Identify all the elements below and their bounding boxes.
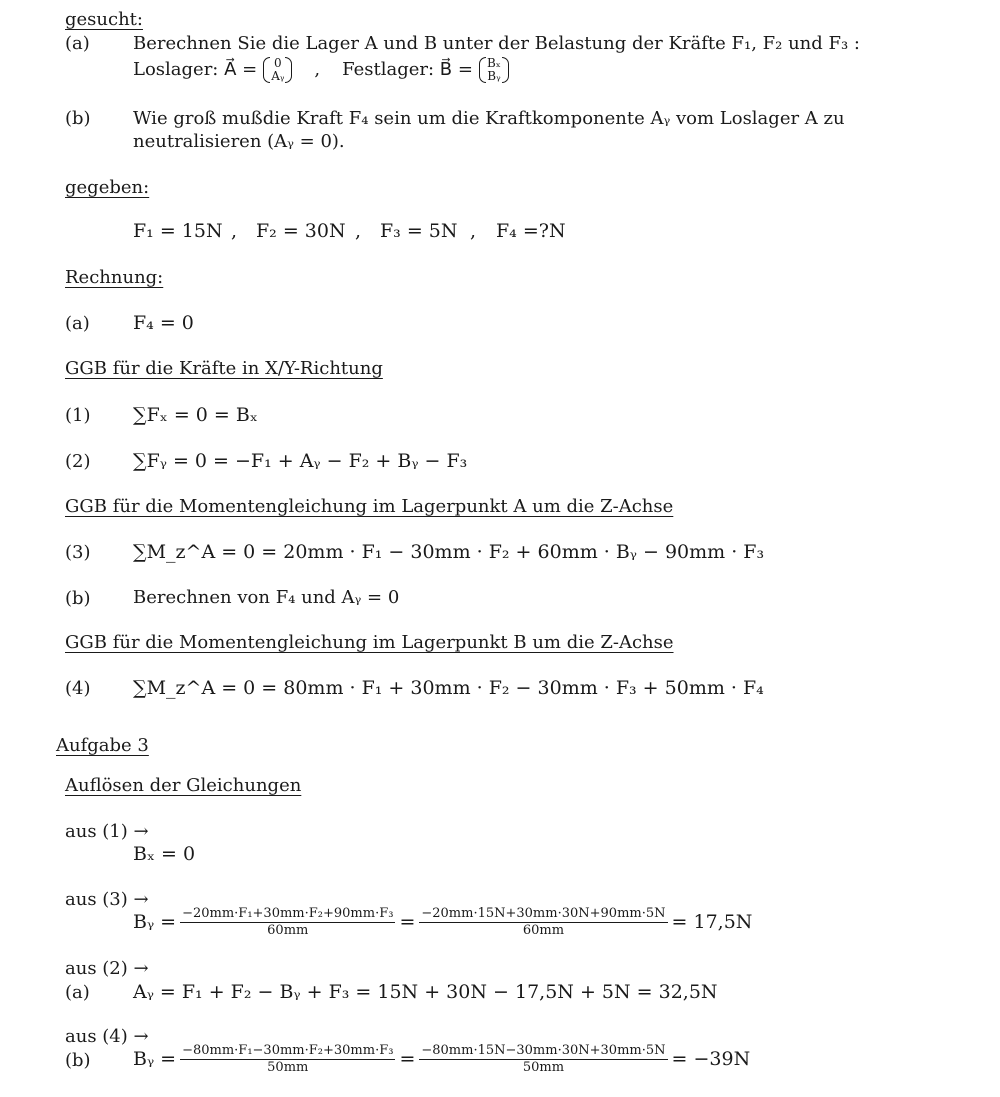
res4-fraction-symbolic bbox=[180, 1044, 395, 1074]
from-eq4: aus (4) → bbox=[65, 1026, 149, 1047]
given-sep2: , bbox=[355, 220, 362, 242]
item-label-a: (a) bbox=[65, 33, 90, 54]
loslager-vector bbox=[263, 57, 292, 82]
calc-b-text: Berechnen von F₄ und Aᵧ = 0 bbox=[133, 587, 400, 608]
given-sep1: , bbox=[231, 220, 238, 242]
given-f4: F₄ =?N bbox=[496, 220, 566, 242]
res4-denominator-numeric: 50mm bbox=[522, 1059, 565, 1075]
festlager-vector-bottom: Bᵧ bbox=[487, 69, 501, 83]
equation-2: ∑Fᵧ = 0 = −F₁ + Aᵧ − F₂ + Bᵧ − F₃ bbox=[133, 450, 468, 472]
loslager-vector-top: 0 bbox=[273, 56, 282, 71]
res4-label-b: (b) bbox=[65, 1050, 91, 1071]
result-by-from-eq4 bbox=[133, 1042, 750, 1076]
loslager-vector-bottom: Aᵧ bbox=[271, 69, 285, 83]
res3-equals: = bbox=[399, 910, 416, 933]
task-b-text-line1: Wie groß mußdie Kraft F₄ sein um die Kraftkomponente Aᵧ vom Loslager A zu bbox=[133, 108, 845, 129]
res2-label-a: (a) bbox=[65, 982, 90, 1003]
equation-4: ∑M_z^A = 0 = 80mm · F₁ + 30mm · F₂ − 30mm · F₃ + 50mm · F₄ bbox=[133, 677, 764, 699]
res3-result: = 17,5N bbox=[671, 910, 753, 933]
equation-3: ∑M_z^A = 0 = 20mm · F₁ − 30mm · F₂ + 60mm · Bᵧ − 90mm · F₃ bbox=[133, 541, 765, 563]
festlager-vector-top: Bₓ bbox=[486, 56, 501, 71]
given-sep3: , bbox=[470, 220, 477, 242]
res3-numerator-symbolic: −20mm·F₁+30mm·F₂+90mm·F₃ bbox=[182, 905, 394, 921]
result-by-from-eq3 bbox=[133, 905, 752, 939]
item-label-b: (b) bbox=[65, 108, 91, 129]
result-bx: Bₓ = 0 bbox=[133, 843, 196, 865]
res3-denominator-symbolic: 60mm bbox=[267, 922, 309, 938]
given-f3: F₃ = 5N bbox=[380, 220, 458, 242]
calc-label-a: (a) bbox=[65, 313, 90, 334]
bearing-definitions bbox=[133, 53, 509, 87]
section-gegeben: gegeben: bbox=[65, 177, 150, 198]
eq3-label: (3) bbox=[65, 542, 91, 563]
section-gesucht: gesucht: bbox=[65, 9, 143, 30]
res4-result: = −39N bbox=[671, 1047, 751, 1070]
res4-numerator-symbolic: −80mm·F₁−30mm·F₂+30mm·F₃ bbox=[182, 1042, 394, 1058]
calc-label-b: (b) bbox=[65, 588, 91, 609]
given-f1: F₁ = 15N bbox=[133, 220, 223, 242]
res4-fraction-numeric bbox=[419, 1044, 667, 1074]
task-a-text: Berechnen Sie die Lager A und B unter der Belastung der Kräfte F₁, F₂ und F₃ : bbox=[133, 33, 860, 54]
festlager-vector bbox=[479, 57, 509, 82]
res4-denominator-symbolic: 50mm bbox=[267, 1059, 309, 1075]
equation-1: ∑Fₓ = 0 = Bₓ bbox=[133, 404, 258, 426]
res3-fraction-numeric bbox=[419, 907, 667, 937]
res3-numerator-numeric: −20mm·15N+30mm·30N+90mm·5N bbox=[421, 905, 666, 921]
res3-fraction-symbolic bbox=[180, 907, 395, 937]
res4-lhs: Bᵧ = bbox=[133, 1047, 177, 1070]
from-eq1: aus (1) → bbox=[65, 821, 149, 842]
section-aufloesen: Auflösen der Gleichungen bbox=[65, 775, 302, 796]
calc-a-equation: F₄ = 0 bbox=[133, 312, 194, 334]
res4-numerator-numeric: −80mm·15N−30mm·30N+30mm·5N bbox=[421, 1042, 666, 1058]
festlager-label: Festlager: B⃗ = bbox=[342, 59, 473, 80]
section-aufgabe-3: Aufgabe 3 bbox=[56, 735, 149, 756]
res3-lhs: Bᵧ = bbox=[133, 910, 177, 933]
res3-denominator-numeric: 60mm bbox=[522, 922, 565, 938]
given-f2: F₂ = 30N bbox=[256, 220, 346, 242]
from-eq3: aus (3) → bbox=[65, 889, 149, 910]
eq1-label: (1) bbox=[65, 405, 91, 426]
section-ggb-xy: GGB für die Kräfte in X/Y-Richtung bbox=[65, 358, 383, 379]
loslager-label: Loslager: A⃗ = bbox=[133, 59, 258, 80]
from-eq2: aus (2) → bbox=[65, 958, 149, 979]
section-rechnung: Rechnung: bbox=[65, 267, 164, 288]
task-b-text-line2: neutralisieren (Aᵧ = 0). bbox=[133, 131, 345, 152]
res4-equals: = bbox=[399, 1047, 416, 1070]
separator: , bbox=[314, 59, 321, 80]
section-ggb-moment-b: GGB für die Momentengleichung im Lagerpunkt B um die Z-Achse bbox=[65, 632, 674, 653]
eq2-label: (2) bbox=[65, 451, 91, 472]
eq4-label: (4) bbox=[65, 678, 91, 699]
result-ay: Aᵧ = F₁ + F₂ − Bᵧ + F₃ = 15N + 30N − 17,5N + 5N = 32,5N bbox=[133, 981, 718, 1003]
section-ggb-moment-a: GGB für die Momentengleichung im Lagerpunkt A um die Z-Achse bbox=[65, 496, 674, 517]
